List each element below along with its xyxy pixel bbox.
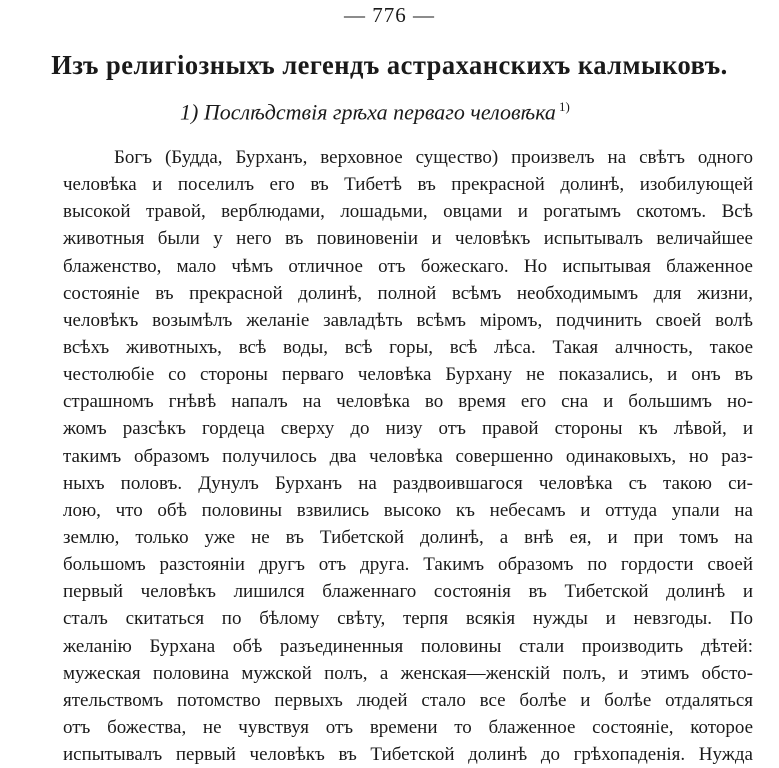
text-line: Богъ (Будда, Бурханъ, верховное существо) произвелъ на свѣтъ одного <box>114 147 753 168</box>
text-line: большомъ разстояніи другъ отъ друга. Такимъ образомъ по гордости своей <box>63 554 753 576</box>
text-line: страшномъ гнѣвѣ напалъ на человѣка во время его сна и большимъ но- <box>63 391 753 413</box>
text-line: жомъ разсѣкъ гордеца сверху до низу отъ правой стороны къ лѣвой, и <box>63 418 753 440</box>
body-paragraph <box>63 144 753 768</box>
text-line: блаженство, мало чѣмъ отличное отъ божескаго. Но испытывая блаженное <box>63 255 753 277</box>
text-line: сталъ скитаться по бѣлому свѣту, терпя всякія нужды и невзгоды. По <box>63 608 753 630</box>
text-line: человѣкъ возымѣлъ желаніе завладѣть всѣмъ міромъ, подчинить своей волѣ <box>63 309 753 331</box>
text-line: состояніе въ прекрасной долинѣ, полной всѣмъ необходимымъ для жизни, <box>63 282 753 304</box>
text-line: первый человѣкъ лишился блаженнаго состоянія въ Тибетской долинѣ и <box>63 581 753 603</box>
page-number: — 776 — <box>344 3 435 27</box>
section-subtitle <box>180 99 570 125</box>
text-line: испытывалъ первый человѣкъ въ Тибетской долинѣ до грѣхопаденія. Нужда <box>63 744 753 766</box>
text-line: высокой травой, верблюдами, лошадьми, овцами и рогатымъ скотомъ. Всѣ <box>63 201 753 223</box>
text-line: человѣка и поселилъ его въ Тибетѣ въ прекрасной долинѣ, изобилующей <box>63 174 753 196</box>
text-line: ятельствомъ потомство первыхъ людей стало все болѣе и болѣе отдаляться <box>63 689 753 711</box>
text-line: всѣхъ животныхъ, всѣ воды, всѣ горы, всѣ лѣса. Такая алчность, такое <box>63 336 753 358</box>
subtitle-text: 1) Послѣдствія грѣха перваго человѣка <box>180 99 556 125</box>
text-line: отъ божества, не чувствуя отъ времени то блаженное состояніе, которое <box>63 716 753 738</box>
text-line: животныя были у него въ повиновеніи и человѣкъ испытывалъ величайшее <box>63 228 753 250</box>
footnote-marker: 1) <box>558 99 570 114</box>
text-line: лою, что обѣ половины взвились высоко къ небесамъ и оттуда упали на <box>63 499 753 521</box>
text-line: ныхъ половъ. Дунулъ Бурханъ на раздвоившагося человѣка съ такою си- <box>63 472 753 494</box>
text-line: такимъ образомъ получилось два человѣка совершенно одинаковыхъ, но раз- <box>63 445 753 467</box>
text-line: мужеская половина мужской полъ, а женская—женскій полъ, и этимъ обсто- <box>63 662 753 684</box>
article-title: Изъ религіозныхъ легендъ астраханскихъ калмыковъ. <box>51 50 728 80</box>
text-line: честолюбіе со стороны перваго человѣка Бурхану не показались, и онъ въ <box>63 364 753 386</box>
text-line: землю, только уже не въ Тибетской долинѣ, а внѣ ея, и при томъ на <box>63 526 753 548</box>
text-line: желанію Бурхана обѣ разъединенныя половины стали производить дѣтей: <box>63 635 753 657</box>
